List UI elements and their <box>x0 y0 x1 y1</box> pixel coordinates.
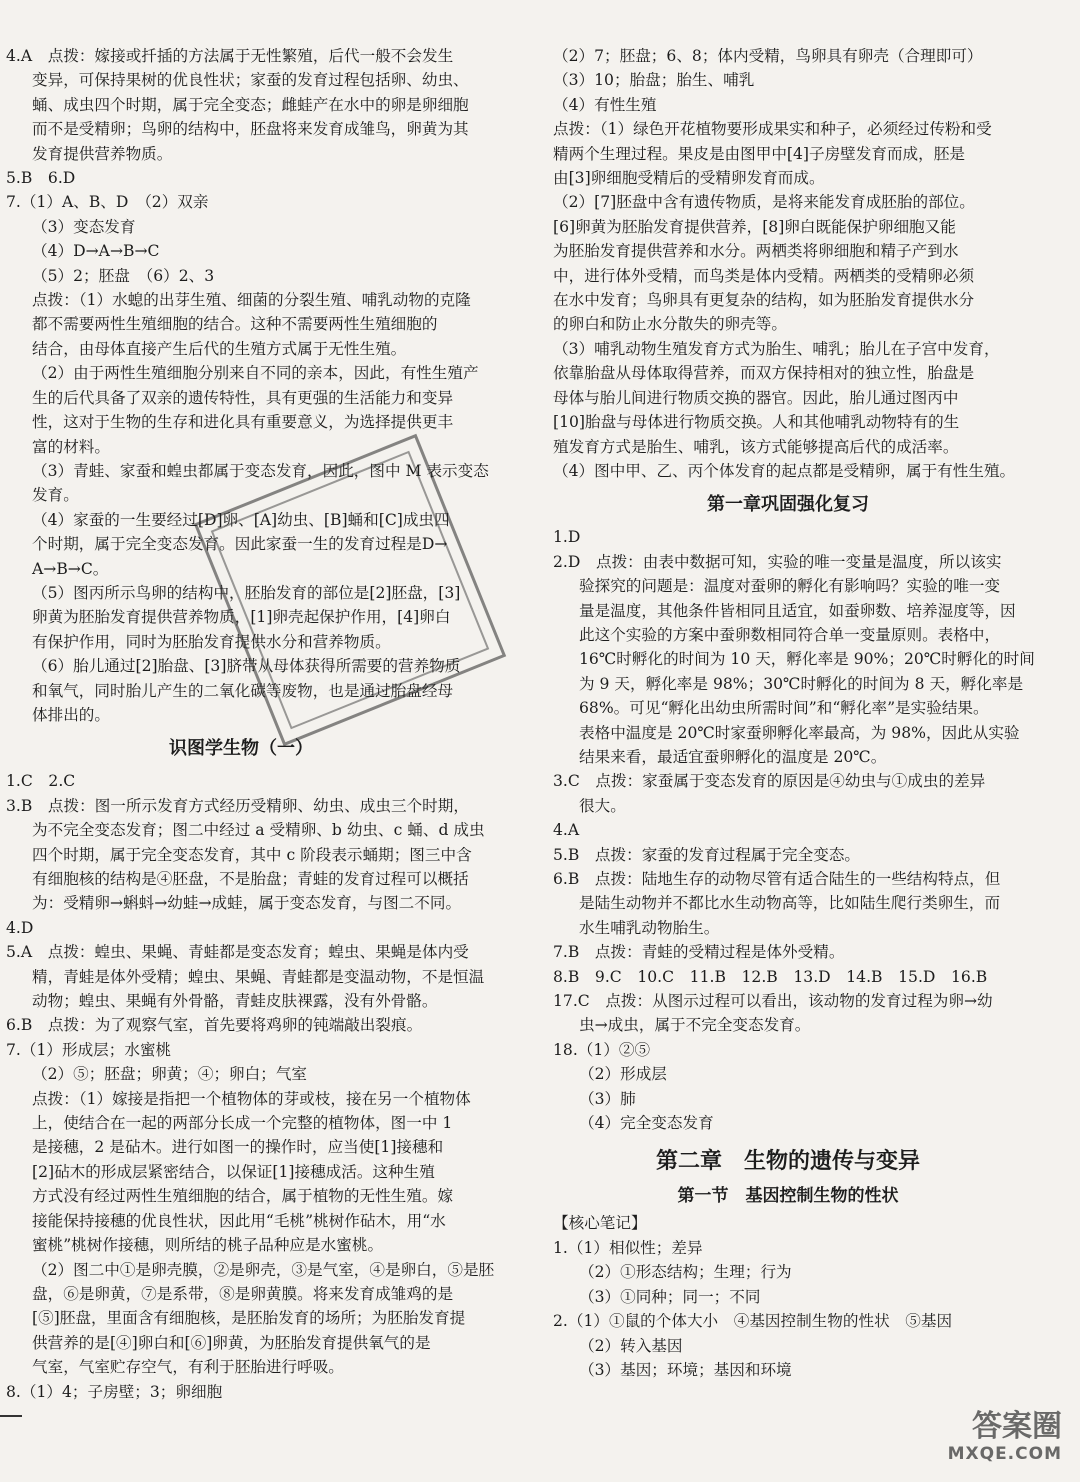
text-line: 和氧气，同时胎儿产生的二氧化碳等废物，也是通过胎盘经母 <box>32 681 454 700</box>
text-line: 依靠胎盘从母体取得营养，而双方保持相对的独立性，胎盘是 <box>553 364 975 383</box>
text-line: 蜜桃”桃树作接穗，则所结的桃子品种应是水蜜桃。 <box>32 1236 384 1255</box>
text-line: 4.D <box>6 918 34 937</box>
text-line: 1.C 2.C <box>6 772 76 791</box>
text-line: 6.B 点拨：陆地生存的动物尽管有适合陆生的一些结构特点，但 <box>553 870 1001 888</box>
watermark-logo-text: 答案圈 <box>972 1409 1062 1444</box>
text-line: （4）图中甲、乙、丙个体发育的起点都是受精卵，属于有性生殖。 <box>553 461 1016 480</box>
left-column <box>6 44 495 1404</box>
text-line: 上，使结合在一起的两部分长成一个完整的植物体，图一中 1 <box>32 1114 453 1133</box>
text-line: 方式没有经过两性生殖细胞的结合，属于植物的无性生殖。嫁 <box>32 1187 454 1206</box>
text-line: 蛹、成虫四个时期，属于完全变态；雌蛙产在水中的卵是卵细胞 <box>32 95 469 114</box>
text-line: （2）①形态结构；生理；行为 <box>579 1263 792 1282</box>
text-line: 生的后代具备了双亲的遗传特性，具有更强的生活能力和变异 <box>32 388 454 407</box>
text-line: 5.A 点拨：蝗虫、果蝇、青蛙都是变态发育；蝗虫、果蝇是体内受 <box>6 943 469 962</box>
text-line: 有保护作用，同时为胚胎发育提供水分和营养物质。 <box>32 632 391 651</box>
text-line: [6]卵黄为胚胎发育提供营养，[8]卵白既能保护卵细胞又能 <box>553 217 956 236</box>
text-line: 此这个实验的方案中蚕卵数相同符合单一变量原则。表格中， <box>579 625 1001 644</box>
text-line: 很大。 <box>579 796 626 815</box>
text-line: （4）D→A→B→C <box>32 242 160 261</box>
text-line: （2）图二中①是卵壳膜，②是卵壳，③是气室，④是卵白，⑤是胚 <box>32 1260 495 1279</box>
text-line: 5.B 6.D <box>6 169 76 188</box>
text-line: 为：受精卵→蝌蚪→幼蛙→成蛙，属于变态发育，与图二不同。 <box>32 894 462 913</box>
text-line: （4）完全变态发育 <box>579 1114 714 1133</box>
text-line: （3）基因；环境；基因和环境 <box>579 1360 792 1379</box>
text-line: 母体与胎儿间进行物质交换的器官。因此，胎儿通过图丙中 <box>553 388 959 407</box>
text-line: （2）[7]胚盘中含有遗传物质，是将来能发育成胚胎的部位。 <box>553 193 975 212</box>
text-line: 第二章 生物的遗传与变异 <box>655 1149 920 1175</box>
watermark-url: MXQE.COM <box>947 1444 1062 1464</box>
text-line: 结合，由母体直接产生后代的生殖方式属于无性生殖。 <box>32 339 407 358</box>
text-line: 动物；蝗虫、果蝇有外骨骼，青蛙皮肤裸露，没有外骨骼。 <box>32 992 438 1011</box>
text-line: 水生哺乳动物胎生。 <box>579 918 720 937</box>
text-line: 结果来看，最适宜蚕卵孵化的温度是 20℃。 <box>579 747 887 766</box>
text-line: 4.A 点拨：嫁接或扦插的方法属于无性繁殖，后代一般不会发生 <box>6 47 454 65</box>
site-watermark <box>892 1410 1062 1470</box>
text-line: （2）形成层 <box>579 1065 667 1084</box>
text-line: （2）7；胚盘；6、8；体内受精，鸟卵具有卵壳（合理即可） <box>553 47 983 65</box>
text-line: 2.（1）①鼠的个体大小 ④基因控制生物的性状 ⑤基因 <box>553 1312 953 1331</box>
text-line: （6）胎儿通过[2]胎盘、[3]脐带从母体获得所需要的营养物质 <box>32 657 461 676</box>
text-line: [⑤]胚盘，里面含有细胞核，是胚胎发育的场所；为胚胎发育提 <box>32 1309 466 1328</box>
text-line: 个时期，属于完全变态发育。因此家蚕一生的发育过程是D→ <box>32 535 448 554</box>
text-line: （3）青蛙、家蚕和蝗虫都属于变态发育，因此，图中 M 表示变态 <box>32 461 489 480</box>
text-line: 卵黄为胚胎发育提供营养物质，[1]卵壳起保护作用，[4]卵白 <box>32 608 451 627</box>
text-line: 第一节 基因控制生物的性状 <box>677 1186 899 1207</box>
text-line: 殖发育方式是胎生、哺乳，该方式能够提高后代的成活率。 <box>553 437 959 456</box>
text-line: 性，这对于生物的生存和进化具有重要意义，为选择提供更丰 <box>32 413 454 432</box>
text-line: 7.（1）形成层；水蜜桃 <box>6 1040 172 1059</box>
text-line: 发育提供营养物质。 <box>32 144 173 163</box>
text-line: 表格中温度是 20℃时家蚕卵孵化率最高，为 98%，因此从实验 <box>579 723 1020 742</box>
text-line: 为胚胎发育提供营养和水分。两栖类将卵细胞和精子产到水 <box>553 242 959 261</box>
text-line: 的卵白和防止水分散失的卵壳等。 <box>553 315 787 334</box>
text-line: 是陆生动物并不都比水生动物高等，比如陆生爬行类卵生，而 <box>579 894 1001 913</box>
text-line: 接能保持接穗的优良性状，因此用“毛桃”桃树作砧木，用“水 <box>32 1211 446 1230</box>
right-column <box>553 44 1035 1382</box>
text-line: 气室，气室贮存空气，有利于胚胎进行呼吸。 <box>32 1358 344 1377</box>
text-line: 都不需要两性生殖细胞的结合。这种不需要两性生殖细胞的 <box>32 315 438 334</box>
text-line: 变异，可保持果树的优良性状；家蚕的发育过程包括卵、幼虫、 <box>32 71 469 90</box>
text-line: A→B→C。 <box>32 559 109 578</box>
text-line: （2）由于两性生殖细胞分别来自不同的亲本，因此，有性生殖产 <box>32 364 479 383</box>
text-line: 第一章巩固强化复习 <box>707 494 869 516</box>
text-line: 四个时期，属于完全变态发育，其中 c 阶段表示蛹期；图三中含 <box>32 845 472 864</box>
text-line: 4.A <box>553 821 580 840</box>
text-line: 富的材料。 <box>32 437 110 456</box>
text-line: 点拨：（1）嫁接是指把一个植物体的芽或枝，接在另一个植物体 <box>32 1089 471 1108</box>
text-line: 发育。 <box>32 486 79 505</box>
text-line: （4）有性生殖 <box>553 95 657 114</box>
text-line: 而不是受精卵；鸟卵的结构中，胚盘将来发育成雏鸟，卵黄为其 <box>32 120 469 139</box>
text-line: 在水中发育；鸟卵具有更复杂的结构，如为胚胎发育提供水分 <box>553 291 975 310</box>
text-line: （3）①同种；同一；不同 <box>579 1287 761 1306</box>
text-line: 是接穗，2 是砧木。进行如图一的操作时，应当使[1]接穗和 <box>32 1138 444 1157</box>
text-line: 点拨：（1）绿色开花植物要形成果实和种子，必须经过传粉和受 <box>553 120 992 139</box>
text-line: 1.（1）相似性；差异 <box>553 1238 703 1257</box>
footer-rule <box>0 1415 22 1417</box>
text-line: 7.（1）A、B、D （2）双亲 <box>6 193 209 212</box>
text-line: 体排出的。 <box>32 705 110 724</box>
text-line: 2.D 点拨：由表中数据可知，实验的唯一变量是温度，所以该实 <box>553 552 1002 571</box>
text-line: 供营养的是[④]卵白和[⑥]卵黄，为胚胎发育提供氧气的是 <box>32 1333 431 1352</box>
text-line: 7.B 点拨：青蛙的受精过程是体外受精。 <box>553 943 845 962</box>
text-line: 18.（1）②⑤ <box>553 1040 651 1059</box>
text-line: 为不完全变态发育；图二中经过 a 受精卵、b 幼虫、c 蛹、d 成虫 <box>32 821 485 840</box>
text-line: [2]砧木的形成层紧密结合，以保证[1]接穗成活。这种生殖 <box>32 1162 435 1181</box>
text-line: 盘，⑥是卵黄，⑦是系带，⑧是卵黄膜。将来发育成雏鸡的是 <box>32 1284 454 1303</box>
text-line: 量是温度，其他条件皆相同且适宜，如蚕卵数、培养湿度等，因 <box>579 601 1016 620</box>
text-line: 3.C 点拨：家蚕属于变态发育的原因是④幼虫与①成虫的差异 <box>553 772 986 791</box>
text-line: 6.B 点拨：为了观察气室，首先要将鸡卵的钝端敲出裂痕。 <box>6 1016 423 1035</box>
text-line: 17.C 点拨：从图示过程可以看出，该动物的发育过程为卵→幼 <box>553 992 993 1011</box>
text-line: 中，进行体外受精，而鸟类是体内受精。两栖类的受精卵必须 <box>553 266 975 285</box>
text-line: 为 9 天，孵化率是 98%；30℃时孵化的时间为 8 天，孵化率是 <box>579 674 1024 693</box>
text-line: 虫→成虫，属于不完全变态发育。 <box>579 1016 811 1035</box>
text-line: 8.B 9.C 10.C 11.B 12.B 13.D 14.B 15.D 16.B <box>553 967 988 986</box>
text-line: （2）⑤；胚盘；卵黄；④；卵白；气室 <box>32 1065 308 1084</box>
text-line: 【核心笔记】 <box>553 1214 647 1233</box>
text-line: 5.B 点拨：家蚕的发育过程属于完全变态。 <box>553 845 861 864</box>
text-line: 8.（1）4；子房壁；3；卵细胞 <box>6 1382 223 1401</box>
text-line: [10]胎盘与母体进行物质交换。人和其他哺乳动物特有的生 <box>553 413 960 432</box>
text-line: 16℃时孵化的时间为 10 天，孵化率是 90%；20℃时孵化的时间 <box>579 650 1035 669</box>
text-line: 验探究的问题是：温度对蚕卵的孵化有影响吗？实验的唯一变 <box>579 577 1001 596</box>
text-line: 1.D <box>553 528 581 547</box>
text-line: （3）肺 <box>579 1089 636 1108</box>
text-line: （5）图丙所示鸟卵的结构中，胚胎发育的部位是[2]胚盘，[3] <box>32 583 461 602</box>
text-line: 精，青蛙是体外受精；蝗虫、果蝇、青蛙都是变温动物，不是恒温 <box>32 967 485 986</box>
text-line: 3.B 点拨：图一所示发育方式经历受精卵、幼虫、成虫三个时期， <box>6 796 469 815</box>
text-line: 68%。可见“孵化出幼虫所需时间”和“孵化率”是实验结果。 <box>579 699 989 718</box>
text-line: （3）哺乳动物生殖发育方式为胎生、哺乳；胎儿在子宫中发育， <box>553 339 1000 358</box>
text-line: 精两个生理过程。果皮是由图甲中[4]子房壁发育而成，胚是 <box>553 144 965 163</box>
text-line: 有细胞核的结构是④胚盘，不是胎盘；青蛙的发育过程可以概括 <box>32 870 469 888</box>
text-line: 点拨：（1）水螅的出芽生殖、细菌的分裂生殖、哺乳动物的克隆 <box>32 291 471 310</box>
text-line: （3）变态发育 <box>32 217 136 236</box>
text-line: （2）转入基因 <box>579 1336 683 1355</box>
text-line: （5）2；胚盘 （6）2、3 <box>32 266 215 285</box>
text-line: （3）10；胎盘；胎生、哺乳 <box>553 71 755 90</box>
text-line: 由[3]卵细胞受精后的受精卵发育而成。 <box>553 169 825 188</box>
text-line: （4）家蚕的一生要经过[D]卵、[A]幼虫、[B]蛹和[C]成虫四 <box>32 510 450 529</box>
text-line: 识图学生物（一） <box>169 738 313 760</box>
